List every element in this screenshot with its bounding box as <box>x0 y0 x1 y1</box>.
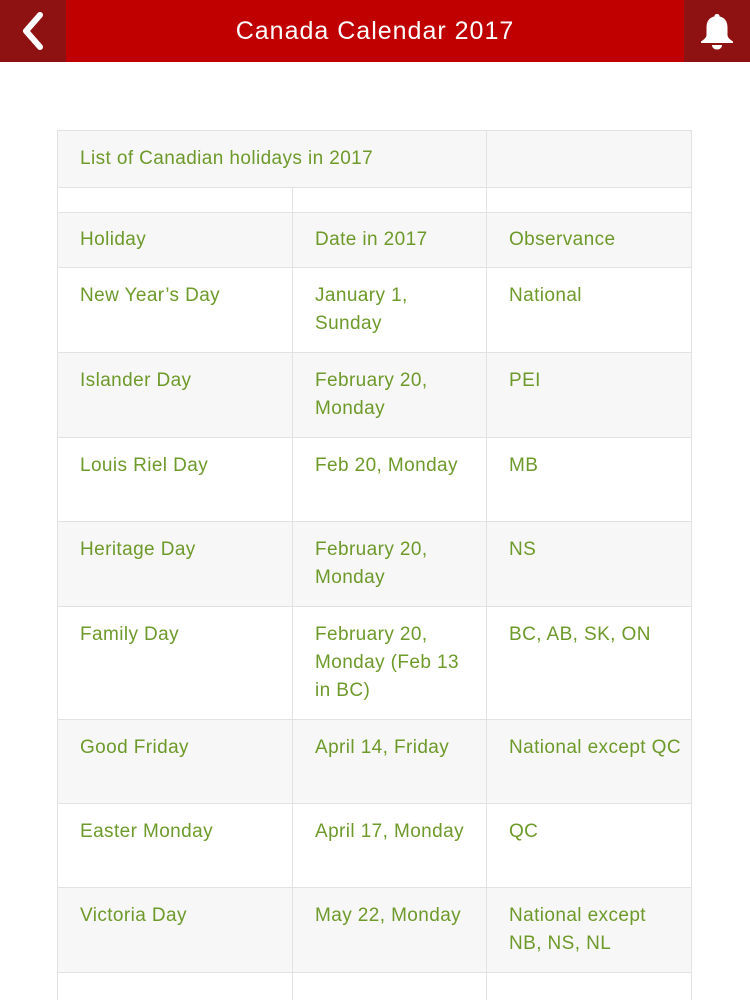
back-button[interactable] <box>0 0 66 62</box>
holiday-name: Heritage Day <box>58 522 293 607</box>
table-row <box>58 607 692 720</box>
table-caption: List of Canadian holidays in 2017 <box>58 131 487 188</box>
table-row <box>58 438 692 522</box>
holiday-observance: PEI <box>487 353 692 438</box>
table-row <box>58 888 692 973</box>
table-row <box>58 804 692 888</box>
holidays-table <box>57 130 692 1000</box>
holiday-name: Easter Monday <box>58 804 293 888</box>
page-title: Canada Calendar 2017 <box>235 16 515 45</box>
holiday-list-container <box>57 130 691 1000</box>
holiday-observance: National except QC <box>487 720 692 804</box>
holiday-date: January 1, Sunday <box>293 268 487 353</box>
header-date: Date in 2017 <box>293 213 487 268</box>
chevron-left-icon <box>18 11 48 51</box>
table-row <box>58 720 692 804</box>
holiday-observance: NS <box>487 522 692 607</box>
table-row <box>58 522 692 607</box>
header-row <box>58 213 692 268</box>
holiday-date: April 17, Monday <box>293 804 487 888</box>
table-row <box>58 268 692 353</box>
holiday-observance: MB <box>487 438 692 522</box>
bell-icon <box>697 11 737 51</box>
table-row <box>58 353 692 438</box>
holiday-name: Victoria Day <box>58 888 293 973</box>
holiday-name: Good Friday <box>58 720 293 804</box>
header-holiday: Holiday <box>58 213 293 268</box>
spacer-row <box>58 188 692 213</box>
holiday-observance: National <box>487 268 692 353</box>
holiday-observance: National except NB, NS, NL <box>487 888 692 973</box>
empty-cell <box>487 131 692 188</box>
holiday-date: February 20, Monday <box>293 353 487 438</box>
holiday-name: Louis Riel Day <box>58 438 293 522</box>
table-row <box>58 973 692 1000</box>
empty-cell <box>293 973 487 1000</box>
holiday-date: February 20, Monday (Feb 13 in BC) <box>293 607 487 720</box>
empty-cell <box>487 188 692 213</box>
header-observance: Observance <box>487 213 692 268</box>
holiday-observance: QC <box>487 804 692 888</box>
caption-row <box>58 131 692 188</box>
empty-cell <box>487 973 692 1000</box>
empty-cell <box>58 188 293 213</box>
nav-bar <box>0 0 750 62</box>
empty-cell <box>58 973 293 1000</box>
holiday-date: April 14, Friday <box>293 720 487 804</box>
notifications-button[interactable] <box>684 0 750 62</box>
holiday-name: Family Day <box>58 607 293 720</box>
holiday-date: Feb 20, Monday <box>293 438 487 522</box>
holiday-date: February 20, Monday <box>293 522 487 607</box>
holiday-name: Islander Day <box>58 353 293 438</box>
holiday-date: May 22, Monday <box>293 888 487 973</box>
holiday-observance: BC, AB, SK, ON <box>487 607 692 720</box>
holiday-name: New Year’s Day <box>58 268 293 353</box>
empty-cell <box>293 188 487 213</box>
